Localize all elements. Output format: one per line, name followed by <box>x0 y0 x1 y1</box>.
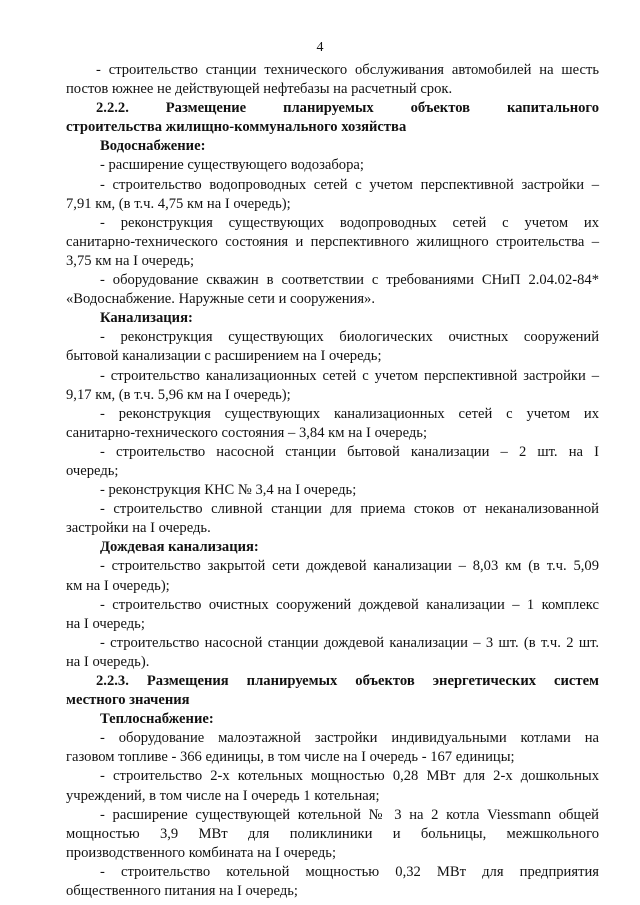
text-line: общественного питания на I очередь; <box>66 883 298 900</box>
text-line: 3,75 км на I очередь; <box>66 252 195 269</box>
text-line: - расширение существующего водозабора; <box>100 157 364 174</box>
text-line: застройки на I очередь. <box>66 520 211 537</box>
text-line: - строительство котельной мощностью 0,32 МВт для предприятия <box>100 863 599 880</box>
text-line: санитарно-технического состояния и перспективного жилищного строительства – <box>66 233 599 250</box>
text-line: - строительство насосной станции дождевой канализации – 3 шт. (в т.ч. 2 шт. <box>100 634 599 651</box>
text-line: мощностью 3,9 МВт для поликлиники и больницы, межшкольного <box>66 825 599 842</box>
text-line: - строительство сливной станции для приема стоков от неканализованной <box>100 501 599 518</box>
document-body <box>66 61 599 901</box>
text-line: - строительство канализационных сетей с учетом перспективной застройки – <box>100 367 599 384</box>
text-line: - оборудование скважин в соответствии с требованиями СНиП 2.04.02-84* <box>100 272 599 289</box>
subheading-water-supply: Водоснабжение: <box>100 138 206 155</box>
text-line: постов южнее не действующей нефтебазы на расчетный срок. <box>66 81 453 98</box>
text-line: очередь; <box>66 462 119 479</box>
text-line: - оборудование малоэтажной застройки индивидуальными котлами на <box>100 730 599 747</box>
subheading-sewerage: Канализация: <box>100 310 193 327</box>
text-line: на I очередь; <box>66 615 145 632</box>
section-heading-2-2-3-cont: местного значения <box>66 692 190 709</box>
subheading-storm-sewerage: Дождевая канализация: <box>100 539 259 556</box>
text-line: - строительство насосной станции бытовой канализации – 2 шт. на I <box>100 443 599 460</box>
text-line: - строительство 2-х котельных мощностью 0,28 МВт для 2-х дошкольных <box>100 768 599 785</box>
text-line: учреждений, в том числе на I очередь 1 котельная; <box>66 787 380 804</box>
section-heading-2-2-2-cont: строительства жилищно-коммунального хозяйства <box>66 119 407 136</box>
text-line: - строительство станции технического обслуживания автомобилей на шесть <box>96 62 599 78</box>
text-line: бытовой канализации с расширением на I очередь; <box>66 348 382 365</box>
page-number: 4 <box>316 40 324 55</box>
subheading-heat-supply: Теплоснабжение: <box>100 711 214 728</box>
text-line: на I очередь). <box>66 653 150 670</box>
text-line: км на I очередь); <box>66 577 170 594</box>
text-line: «Водоснабжение. Наружные сети и сооружения». <box>66 291 375 308</box>
section-heading-2-2-2: 2.2.2. Размещение планируемых объектов капитального <box>96 100 599 117</box>
text-line: - строительство водопроводных сетей с учетом перспективной застройки – <box>100 176 599 193</box>
text-line: 7,91 км, (в т.ч. 4,75 км на I очередь); <box>66 195 291 212</box>
text-line: - строительство очистных сооружений дождевой канализации – 1 комплекс <box>100 596 599 613</box>
section-heading-2-2-3: 2.2.3. Размещения планируемых объектов энергетических систем <box>96 673 599 689</box>
text-line: - строительство закрытой сети дождевой канализации – 8,03 км (в т.ч. 5,09 <box>100 558 599 575</box>
text-line: - реконструкция существующих канализационных сетей с учетом их <box>100 405 599 422</box>
text-line: - реконструкция существующих водопроводных сетей с учетом их <box>100 214 599 231</box>
text-line: газовом топливе - 366 единицы, в том числе на I очередь - 167 единицы; <box>66 749 515 766</box>
text-line: - расширение существующей котельной № 3 на 2 котла Viessmann общей <box>100 806 599 823</box>
text-line: - реконструкция существующих биологических очистных сооружений <box>100 329 599 346</box>
text-line: санитарно-технического состояния – 3,84 км на I очередь; <box>66 424 428 441</box>
text-line: - реконструкция КНС № 3,4 на I очередь; <box>100 482 357 499</box>
text-line: 9,17 км, (в т.ч. 5,96 км на I очередь); <box>66 386 291 403</box>
text-line: производственного комбината на I очередь; <box>66 844 337 861</box>
